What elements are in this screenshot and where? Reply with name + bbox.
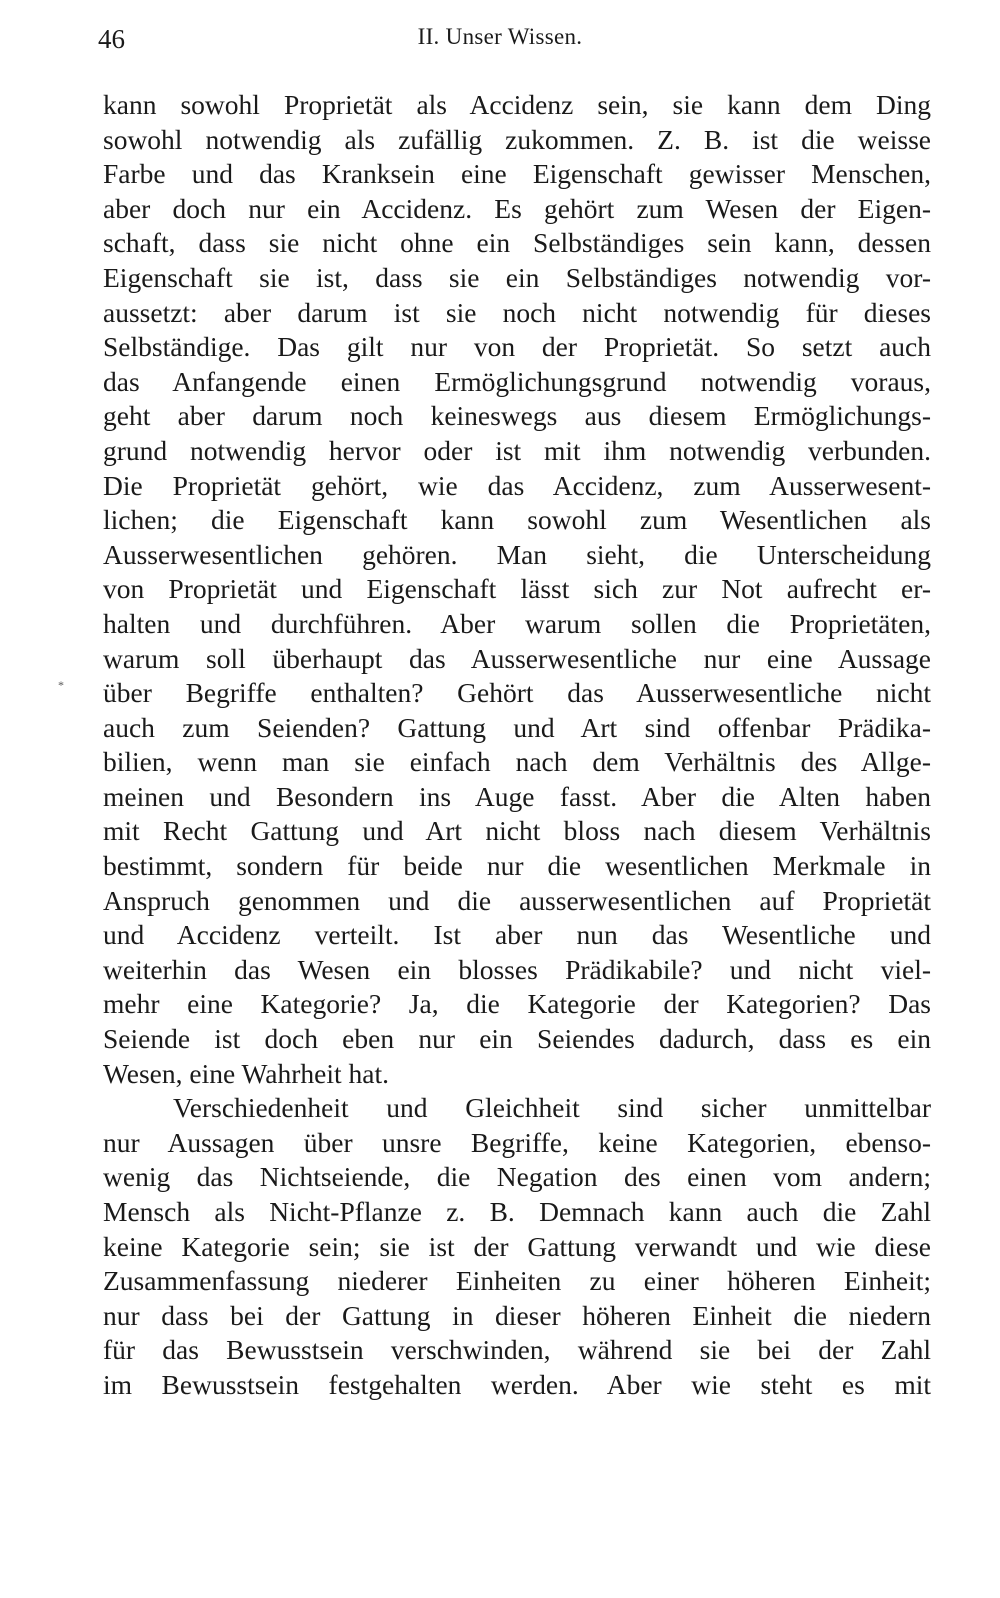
text-line: Anspruch genommen und die ausserwesentlichen auf Proprietät (103, 884, 931, 916)
body-text (103, 88, 931, 1403)
text-line: auch zum Seienden? Gattung und Art sind offenbar Prädika- (103, 711, 931, 743)
running-header: II. Unser Wissen. (417, 24, 583, 49)
text-line: Ausserwesentlichen gehören. Man sieht, die Unterscheidung (103, 538, 931, 570)
text-line: Wesen, eine Wahrheit hat. (103, 1057, 389, 1089)
text-line: bestimmt, sondern für beide nur die wesentlichen Merkmale in (103, 850, 931, 882)
text-line: nur Aussagen über unsre Begriffe, keine Kategorien, ebenso- (103, 1126, 931, 1158)
text-line: grund notwendig hervor oder ist mit ihm notwendig verbunden. (103, 434, 931, 466)
text-line: Farbe und das Kranksein eine Eigenschaft gewisser Menschen, (103, 158, 931, 190)
text-line: Zusammenfassung niederer Einheiten zu einer höheren Einheit; (103, 1265, 931, 1297)
text-line: kann sowohl Proprietät als Accidenz sein, sie kann dem Ding (103, 89, 931, 120)
text-line: über Begriffe enthalten? Gehört das Ausserwesentliche nicht (103, 677, 931, 709)
text-line: im Bewusstsein festgehalten werden. Aber wie steht es mit (103, 1368, 931, 1400)
text-line: Mensch als Nicht-Pflanze z. B. Demnach kann auch die Zahl (103, 1196, 931, 1227)
text-line: keine Kategorie sein; sie ist der Gattung verwandt und wie diese (103, 1230, 931, 1262)
text-line: Die Proprietät gehört, wie das Accidenz, zum Ausserwesent- (103, 469, 931, 501)
text-line: wenig das Nichtseiende, die Negation des einen vom andern; (103, 1161, 931, 1193)
text-line: das Anfangende einen Ermöglichungsgrund notwendig voraus, (103, 365, 931, 397)
paragraph-2 (103, 1091, 931, 1402)
text-line: Seiende ist doch eben nur ein Seiendes dadurch, dass es ein (103, 1023, 931, 1055)
text-line: Eigenschaft sie ist, dass sie ein Selbständiges notwendig vor- (103, 261, 931, 293)
margin-mark: * (58, 678, 64, 692)
text-line: aussetzt: aber darum ist sie noch nicht notwendig für dieses (103, 296, 931, 328)
text-line: geht aber darum noch keineswegs aus diesem Ermöglichungs- (103, 400, 931, 432)
text-line: mehr eine Kategorie? Ja, die Kategorie der Kategorien? Das (103, 988, 931, 1020)
text-line: Verschiedenheit und Gleichheit sind sicher unmittelbar (173, 1092, 931, 1124)
text-line: schaft, dass sie nicht ohne ein Selbständiges sein kann, dessen (103, 227, 931, 259)
text-line: von Proprietät und Eigenschaft lässt sich zur Not aufrecht er- (103, 573, 931, 605)
text-line: für das Bewusstsein verschwinden, während sie bei der Zahl (103, 1334, 931, 1366)
text-line: weiterhin das Wesen ein blosses Prädikabile? und nicht viel- (103, 953, 931, 985)
text-line: Selbständige. Das gilt nur von der Proprietät. So setzt auch (103, 331, 931, 363)
text-line: nur dass bei der Gattung in dieser höheren Einheit die niedern (103, 1299, 931, 1331)
text-line: bilien, wenn man sie einfach nach dem Verhältnis des Allge- (103, 746, 931, 778)
text-line: aber doch nur ein Accidenz. Es gehört zum Wesen der Eigen- (103, 192, 931, 224)
text-line: warum soll überhaupt das Ausserwesentliche nur eine Aussage (103, 642, 931, 674)
paragraph-1 (103, 88, 931, 1091)
text-line: meinen und Besondern ins Auge fasst. Aber die Alten haben (103, 780, 931, 812)
text-line: sowohl notwendig als zufällig zukommen. Z. B. ist die weisse (103, 123, 931, 155)
text-line: und Accidenz verteilt. Ist aber nun das Wesentliche und (103, 919, 931, 951)
text-line: mit Recht Gattung und Art nicht bloss nach diesem Verhältnis (103, 815, 931, 847)
text-line: lichen; die Eigenschaft kann sowohl zum Wesentlichen als (103, 504, 931, 536)
page-number: 46 (98, 24, 125, 54)
text-line: halten und durchführen. Aber warum sollen die Proprietäten, (103, 607, 931, 639)
